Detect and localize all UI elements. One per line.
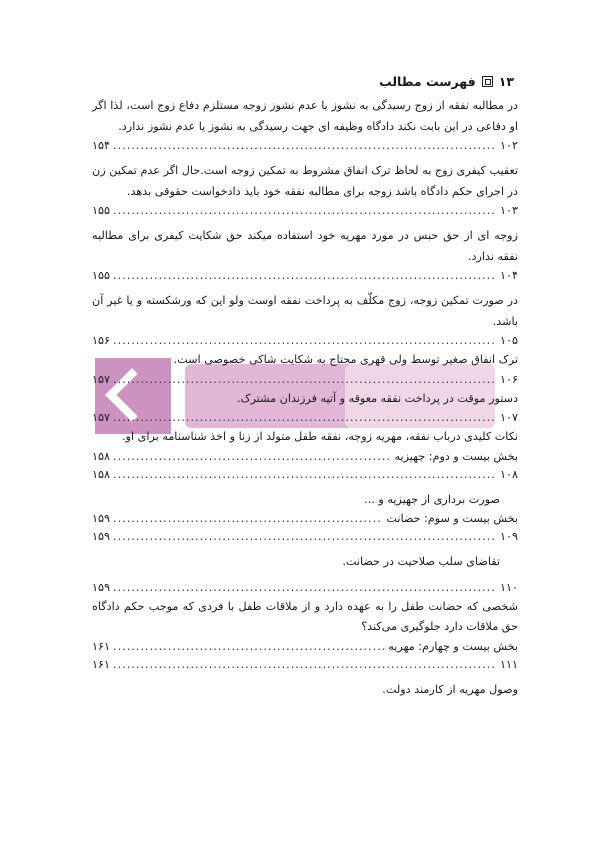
- toc-entry-line[interactable]: [92, 332, 518, 350]
- toc-page-number: ۱۵۷: [92, 411, 111, 424]
- toc-section-title: بخش بیست و چهارم: مهریه: [388, 639, 518, 653]
- leader-dots: [113, 466, 497, 484]
- toc-entry-text: در مطالبه نفقه از زوج رسیدگی به نشوز یا عدم نشوز زوجه مستلزم دفاع زوج است، لذا اگر او دفاعی در این بابت نکند دادگاه وظیفه ای جهت رسیدگی به نشوز یا عدم نشوز ندارد.: [92, 99, 518, 133]
- toc-entry-text: وصول مهریه از کارمند دولت.: [382, 682, 518, 696]
- leader-dots: [113, 371, 497, 389]
- toc-entry-text: زوجه ای از حق حبس در مورد مهریه خود استفاده میکند حق شکایت کیفری برای مطالبه نفقه ندارد.: [92, 229, 518, 263]
- toc-page-number: ۱۵۹: [92, 580, 111, 594]
- toc-entry-number: ۱۰۸: [499, 467, 518, 481]
- leader-dots: [113, 137, 497, 155]
- toc-entry-text: ترک انفاق صغیر توسط ولی قهری محتاج به شکایت شاکی خصوصی است.: [173, 353, 518, 366]
- toc-page-number: ۱۶۱: [92, 657, 111, 671]
- toc-entry-line[interactable]: [92, 409, 518, 427]
- table-of-contents: [92, 96, 518, 700]
- leader-dots: [113, 332, 497, 350]
- toc-entry-line[interactable]: [92, 466, 518, 484]
- toc-page-number: ۱۵۸: [92, 467, 111, 481]
- toc-section-line[interactable]: [92, 510, 518, 528]
- toc-entry-number: ۱۱۱: [499, 657, 518, 671]
- leader-dots: [113, 510, 383, 528]
- toc-page-number: ۱۵۶: [92, 334, 111, 347]
- toc-entry-number: ۱۰۲: [499, 139, 518, 152]
- toc-entry-text: نکات کلیدی درباب نفقه، مهریه زوجه، نفقه طفل متولد از زنا و اخذ شناسنامه برای او.: [121, 430, 518, 443]
- toc-section-title: بخش بیست و سوم: حضانت: [386, 512, 518, 525]
- toc-page-number: ۱۶۱: [92, 639, 111, 653]
- toc-entry-line[interactable]: [92, 656, 518, 674]
- toc-page-number: ۱۵۷: [92, 372, 111, 386]
- toc-entry-text: تعقیب کیفری زوج به لحاظ ترک انفاق مشروط به تمکین زوجه است.حال اگر عدم تمکین زن در اجرای حکم دادگاه باشد زوجه برای مطالبه نفقه خود باید دادخواست حقوقی بدهد.: [92, 164, 518, 198]
- book-icon: [482, 76, 493, 87]
- header-title: فهرست مطالب: [379, 74, 476, 89]
- toc-entry-line[interactable]: [92, 579, 518, 597]
- toc-entry-line[interactable]: [92, 202, 518, 220]
- toc-page-number: ۱۵۸: [92, 449, 111, 463]
- leader-dots: [113, 202, 497, 220]
- leader-dots: [113, 267, 497, 285]
- toc-entry-number: ۱۰۷: [499, 411, 518, 424]
- toc-page-number: ۱۵۹: [92, 512, 111, 525]
- toc-section-line[interactable]: [92, 448, 518, 466]
- leader-dots: [113, 409, 497, 427]
- toc-entry-text: در صورت تمکین زوجه، زوج مکلّف به پرداخت نفقه اوست ولو این که ورشکسته و یا غیر آن باشد.: [92, 294, 518, 328]
- toc-entry-number: ۱۰۶: [499, 372, 518, 386]
- leader-dots: [113, 656, 497, 674]
- toc-entry-text: تقاضای سلب صلاحیت در حضانت.: [342, 555, 500, 568]
- toc-page-number: ۱۵۵: [92, 269, 111, 282]
- toc-entry-number: ۱۰۳: [499, 204, 518, 217]
- toc-entry-line[interactable]: [92, 371, 518, 389]
- leader-dots: [113, 528, 497, 546]
- toc-entry-line[interactable]: [92, 137, 518, 155]
- toc-page-number: ۱۵۴: [92, 139, 111, 152]
- toc-entry-text: شخصی که حضانت طفل را به عهده دارد و از ملاقات طفل با فردی که موجب حکم دادگاه حق ملاقات دارد جلوگیری می‌کند؟: [92, 599, 518, 633]
- toc-entry-number: ۱۰۹: [499, 530, 518, 543]
- header-page-number: ۱۳: [498, 74, 514, 89]
- toc-entry-line[interactable]: [92, 267, 518, 285]
- toc-entry-number: ۱۰۵: [499, 334, 518, 347]
- toc-entry-number: ۱۰۴: [499, 269, 518, 282]
- toc-entry-line[interactable]: [92, 528, 518, 546]
- toc-section-line[interactable]: [92, 638, 518, 656]
- toc-entry-number: ۱۱۰: [499, 580, 518, 594]
- toc-section-title: بخش بیست و دوم: جهیزیه: [394, 449, 518, 463]
- leader-dots: [113, 448, 391, 466]
- toc-entry-text: صورت برداری از جهیزیه و ...: [364, 492, 500, 506]
- toc-page-number: ۱۵۵: [92, 204, 111, 217]
- toc-entry-text: دستور موقت در پرداخت نفقه معوقه و آتیه فرزندان مشترک.: [237, 391, 518, 405]
- toc-page-number: ۱۵۹: [92, 530, 111, 543]
- page-header: [379, 74, 514, 89]
- leader-dots: [113, 638, 385, 656]
- leader-dots: [113, 579, 497, 597]
